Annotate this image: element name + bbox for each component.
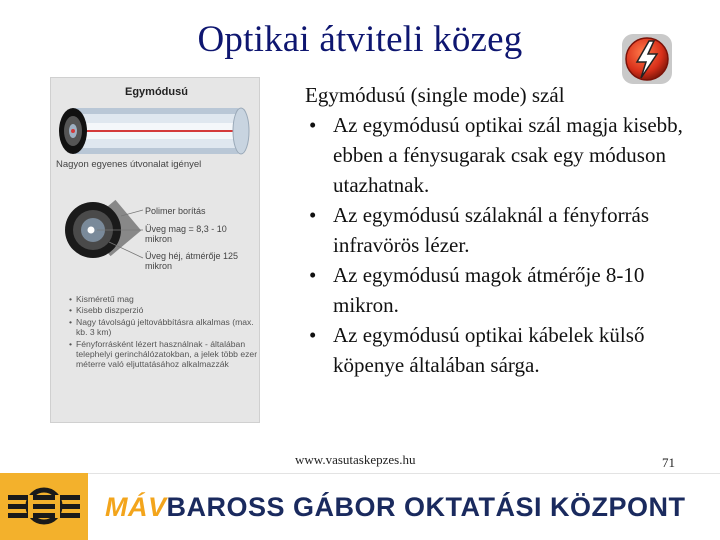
body-heading: Egymódusú (single mode) szál [305,83,565,107]
brand-mav: MÁV [105,492,167,522]
label-cladding: Üveg héj, átmérője 125 mikron [145,251,239,271]
body-bullets [305,110,700,380]
figure-bullet: • Nagy távolságú jeltovábbításra alkalmas (max. kb. 3 km) [69,317,259,338]
lightning-icon [620,32,674,86]
fiber-cable-illustration [51,78,260,278]
label-polymer: Polimer borítás [145,206,206,216]
body-bullet: • Az egymódusú optikai kábelek külső köpenye általában sárga. [305,320,700,380]
figure-note: Nagyon egyenes útvonalat igényel [56,159,202,170]
footer-mark-panel [0,473,88,540]
mav-wing-icon [0,473,88,540]
figure-bullet: • Kisméretű mag [69,294,259,304]
single-mode-fiber-figure [50,77,260,423]
body-bullet: • Az egymódusú szálaknál a fényforrás infravörös lézer. [305,200,700,260]
slide-body [305,80,700,380]
footer-brand [105,490,686,524]
figure-bullet: • Kisebb diszperzió [69,305,259,315]
page-number: 71 [662,455,675,470]
body-bullet: • Az egymódusú magok átmérője 8-10 mikron. [305,260,700,320]
website-url[interactable]: www.vasutaskepzes.hu [295,452,416,467]
figure-bullets [69,294,259,371]
label-core: Üveg mag = 8,3 - 10 mikron [145,224,227,244]
figure-title: Egymódusú [125,86,188,98]
figure-bullet: • Fényforrásként lézert használnak - általában telephelyi gerinchálózatokban, a jelek több ezer méterre való eljuttatásához alkalmazzák [69,339,259,370]
slide-title: Optikai átviteli közeg [197,19,523,60]
body-bullet: • Az egymódusú optikai szál magja kisebb, ebben a fénysugarak csak egy móduson utazhatnak. [305,110,700,200]
brand-org: BAROSS GÁBOR OKTATÁSI KÖZPONT [166,492,686,522]
